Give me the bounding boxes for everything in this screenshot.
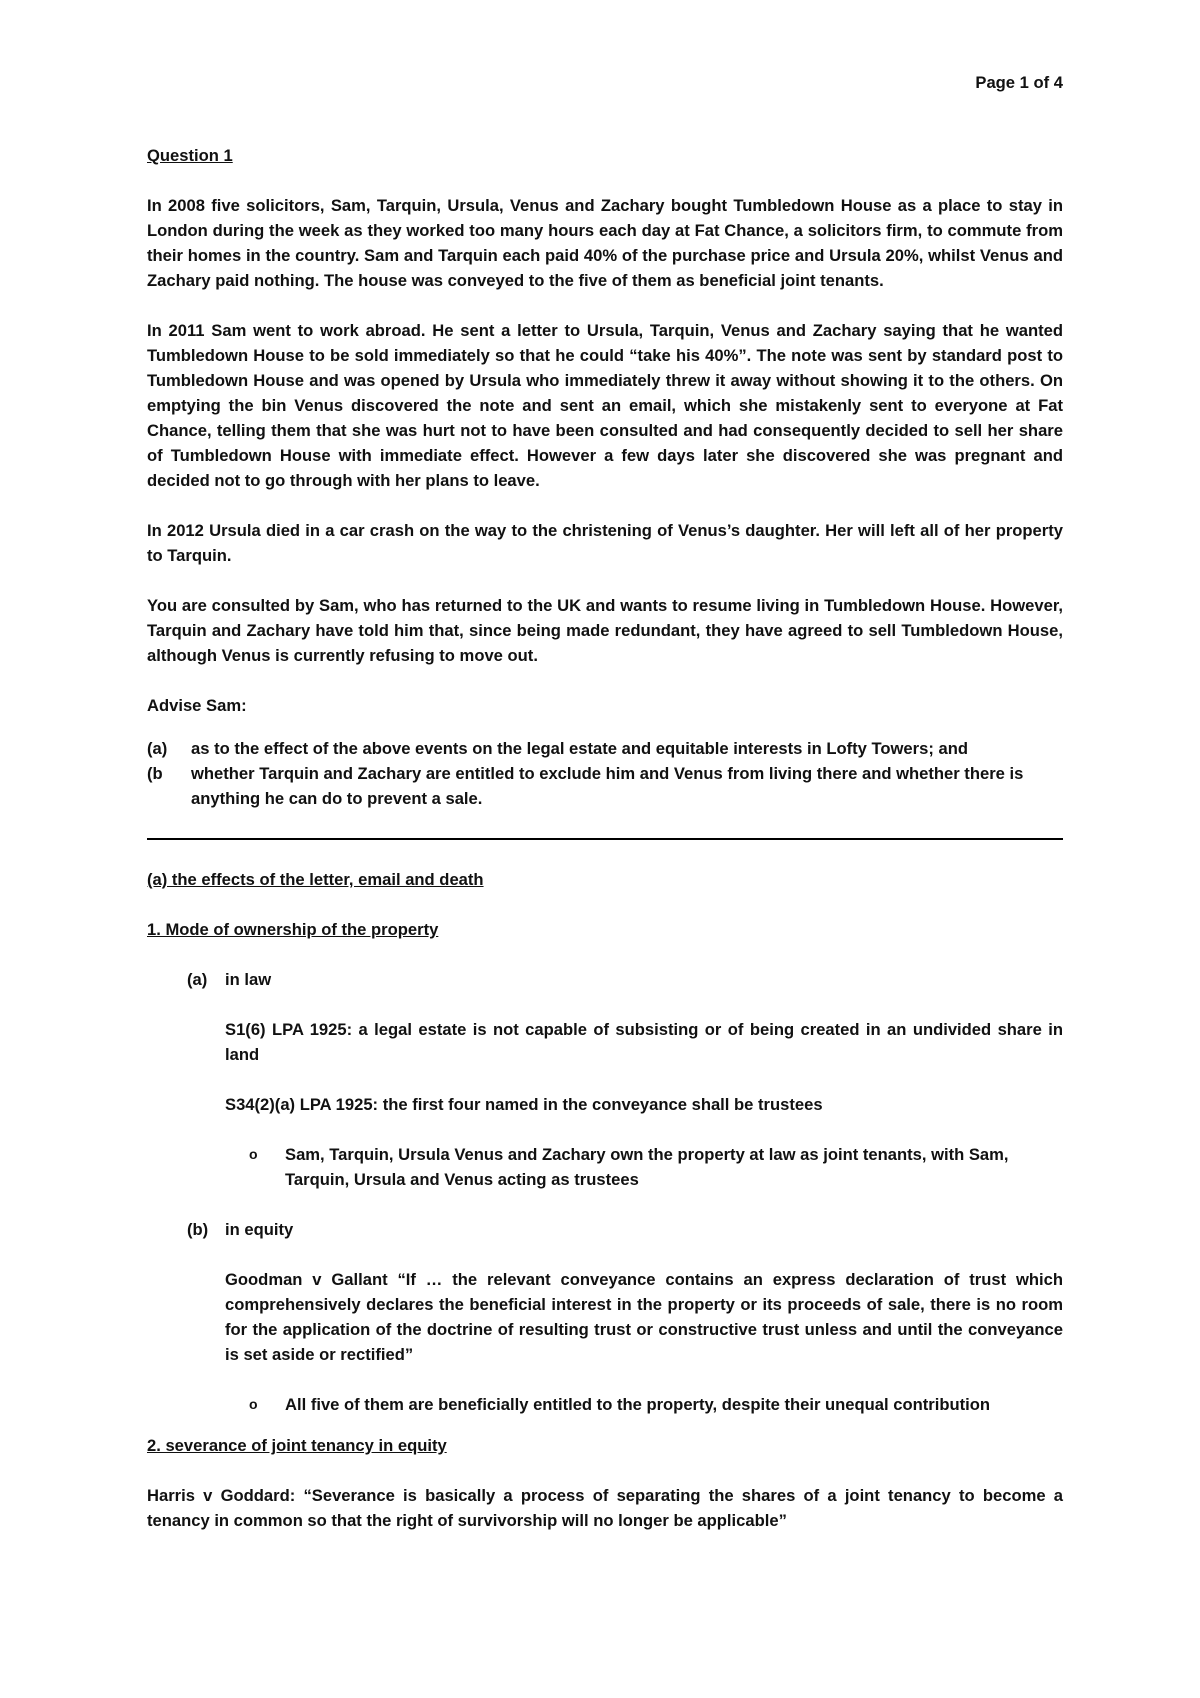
page-number: Page 1 of 4 — [975, 73, 1063, 92]
question-option-b — [147, 761, 1063, 811]
option-label: (a) — [147, 739, 168, 758]
law-s1-6: S1(6) LPA 1925: a legal estate is not capable of subsisting or of being created in an undivided share in land — [225, 1020, 1063, 1064]
answer-heading-a: (a) the effects of the letter, email and death — [147, 870, 484, 889]
question-paragraph-2: In 2011 Sam went to work abroad. He sent a letter to Ursula, Tarquin, Venus and Zachary saying that he wanted Tumbledown House to be sold immediately so that he could “take his 40%”. The note was sent by standard post to Tumbledown House and was opened by Ursula who immediately threw it away without showing it to the others. On emptying the bin Venus discovered the note and sent an email, which she mistakenly sent to everyone at Fat Chance, telling them that she was hurt not to have been consulted and had consequently decided to sell her share of Tumbledown House with immediate effect. However a few days later she discovered she was pregnant and decided not to go through with her plans to leave. — [147, 321, 1063, 490]
option-label: (b — [147, 764, 163, 783]
bullet-text: All five of them are beneficially entitled to the property, despite their unequal contribution — [285, 1395, 991, 1414]
section-2-heading: 2. severance of joint tenancy in equity — [147, 1436, 447, 1455]
subsection-label: (b) — [187, 1220, 209, 1239]
subsection-label: (a) — [187, 970, 208, 989]
subsection-title: in law — [225, 970, 272, 989]
goodman-v-gallant: Goodman v Gallant “If … the relevant conveyance contains an express declaration of trust which comprehensively declares the beneficial interest in the property or its proceeds of sale, there is no room for the application of the doctrine of resulting trust or constructive trust unless and until the conveyance is set aside or rectified” — [225, 1270, 1063, 1364]
subsection-title: in equity — [225, 1220, 294, 1239]
bullet-law-ownership — [249, 1142, 1063, 1192]
option-text: whether Tarquin and Zachary are entitled to exclude him and Venus from living there and whether there is anything he can do to prevent a sale. — [191, 764, 1024, 808]
question-paragraph-5: Advise Sam: — [147, 696, 247, 715]
option-text: as to the effect of the above events on the legal estate and equitable interests in Lofty Towers; and — [191, 739, 968, 758]
harris-v-goddard: Harris v Goddard: “Severance is basically a process of separating the shares of a joint tenancy to become a tenancy in common so that the right of survivorship will no longer be applicable” — [147, 1486, 1063, 1530]
subsection-in-law — [187, 967, 1063, 992]
question-paragraph-4: You are consulted by Sam, who has returned to the UK and wants to resume living in Tumbledown House. However, Tarquin and Zachary have told him that, since being made redundant, they have agreed to sell Tumbledown House, although Venus is currently refusing to move out. — [147, 596, 1063, 665]
section-1-heading: 1. Mode of ownership of the property — [147, 920, 439, 939]
section-divider — [147, 838, 1063, 840]
subsection-in-equity — [187, 1217, 1063, 1242]
question-title: Question 1 — [147, 146, 233, 165]
law-s34: S34(2)(a) LPA 1925: the first four named in the conveyance shall be trustees — [225, 1095, 823, 1114]
question-option-a — [147, 736, 1063, 761]
bullet-text: Sam, Tarquin, Ursula Venus and Zachary own the property at law as joint tenants, with Sam, Tarquin, Ursula and Venus acting as trustees — [285, 1145, 1009, 1189]
bullet-icon: o — [249, 1396, 258, 1412]
question-paragraph-1: In 2008 five solicitors, Sam, Tarquin, Ursula, Venus and Zachary bought Tumbledown House as a place to stay in London during the week as they worked too many hours each day at Fat Chance, a solicitors firm, to commute from their homes in the country. Sam and Tarquin each paid 40% of the purchase price and Ursula 20%, whilst Venus and Zachary paid nothing. The house was conveyed to the five of them as beneficial joint tenants. — [147, 196, 1063, 290]
bullet-icon: o — [249, 1146, 258, 1162]
question-options — [147, 736, 1063, 811]
question-paragraph-3: In 2012 Ursula died in a car crash on the way to the christening of Venus’s daughter. Her will left all of her property to Tarquin. — [147, 521, 1063, 565]
bullet-equity-ownership — [249, 1392, 1063, 1417]
